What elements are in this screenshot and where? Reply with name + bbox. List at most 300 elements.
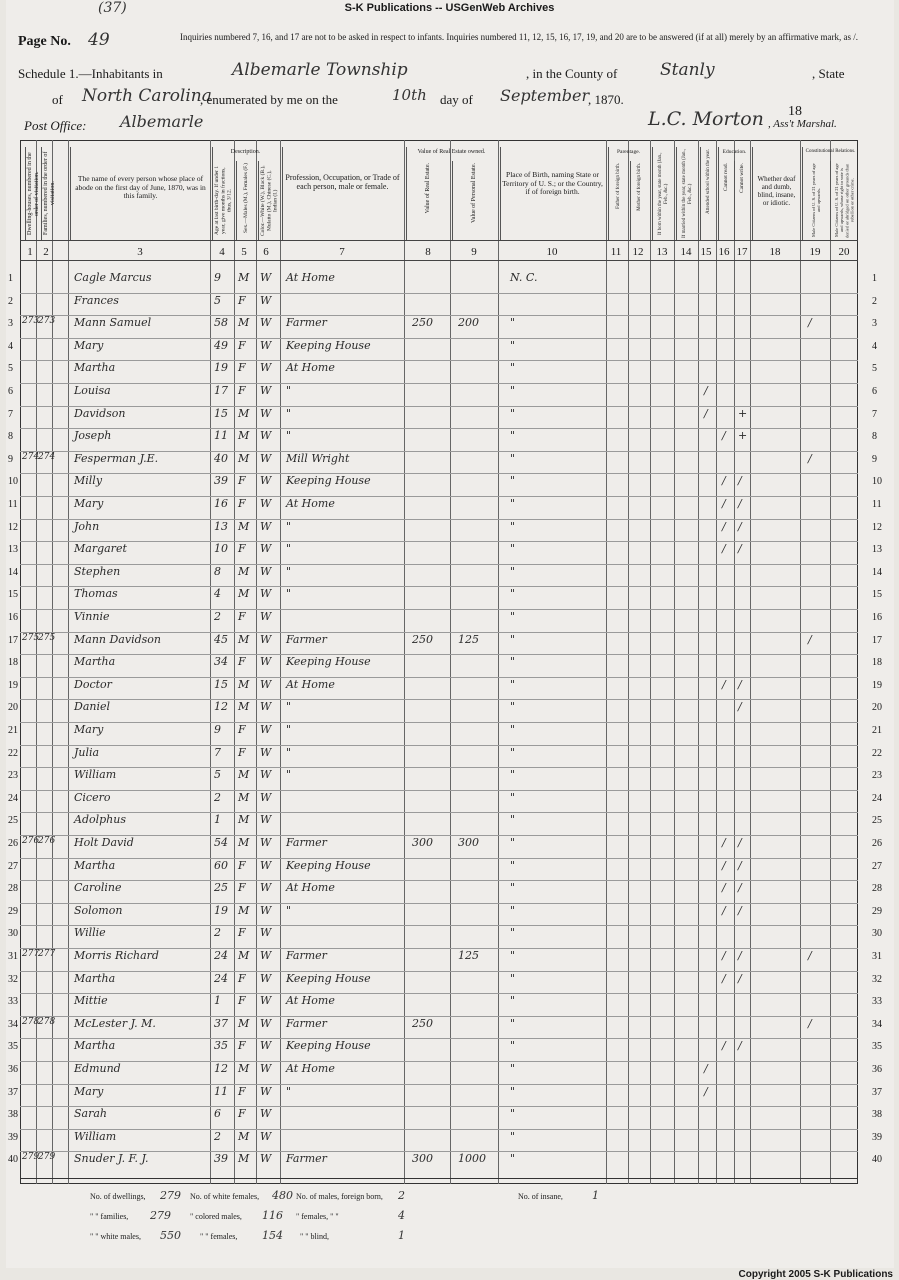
- row-number-right: 14: [872, 566, 882, 578]
- column-divider: [716, 140, 717, 1184]
- row-divider: [20, 496, 858, 497]
- person-name: Holt David: [74, 836, 134, 849]
- page-corner-number: (37): [98, 0, 127, 16]
- row-number-right: 28: [872, 883, 882, 895]
- row-number-left: 6: [8, 386, 13, 397]
- colored-females-count: 154: [262, 1229, 283, 1242]
- row-number-left: 3: [8, 318, 13, 330]
- col-married-in-year-header: If married within the year, state month (Jan., Feb., &c.): [676, 147, 698, 240]
- cannot-read-mark: /: [722, 971, 726, 985]
- occupation: Farmer: [286, 316, 327, 330]
- row-number-left: 10: [8, 476, 18, 488]
- sex: M: [238, 700, 250, 714]
- family-number: 277: [38, 949, 56, 959]
- dwelling-number: 273: [22, 316, 40, 327]
- row-number-left: 20: [8, 702, 18, 714]
- row-number-left: 31: [8, 951, 18, 962]
- row-number-right: 5: [872, 363, 877, 375]
- row-number-right: 22: [872, 747, 882, 759]
- state-label: , State: [812, 66, 845, 81]
- occupation: ": [286, 700, 292, 714]
- occupation: At Home: [286, 361, 335, 375]
- row-number-left: 26: [8, 838, 18, 849]
- row-number-left: 4: [8, 340, 13, 352]
- color: W: [260, 497, 272, 510]
- person-name: Fesperman J.E.: [74, 451, 159, 465]
- occupation: At Home: [286, 677, 335, 691]
- dwelling-number: 275: [22, 632, 40, 643]
- description-header: Description.: [212, 147, 278, 161]
- cannot-write-mark: /: [738, 542, 742, 556]
- col-color-header: Color.—White (W.), Black (B.), Mulatto (M.), Chinese (C.), Indian (I.): [258, 161, 278, 240]
- row-divider: [20, 1061, 858, 1062]
- dwelling-number: 279: [22, 1152, 40, 1163]
- color: W: [260, 1152, 272, 1166]
- person-name: Mary: [74, 1084, 104, 1098]
- row-number-right: 30: [872, 928, 882, 940]
- birthplace: ": [510, 316, 516, 330]
- row-divider: [20, 903, 858, 904]
- sex: M: [238, 587, 250, 601]
- row-number-right: 24: [872, 792, 882, 804]
- row-number-right: 9: [872, 453, 877, 465]
- age: 54: [214, 836, 228, 849]
- citizen-mark: /: [808, 316, 812, 330]
- age: 49: [214, 338, 228, 352]
- row-number-left: 5: [8, 363, 13, 375]
- males-foreign-label: No. of males, foreign born,: [296, 1192, 383, 1201]
- person-name: Caroline: [74, 881, 122, 895]
- age: 9: [214, 723, 221, 736]
- constitutional-header: Constitutional Relations.: [802, 147, 858, 161]
- sex: M: [238, 271, 250, 284]
- occupation: Mill Wright: [286, 451, 350, 465]
- column-number: 10: [546, 246, 558, 258]
- person-name: John: [74, 519, 100, 533]
- col-deaf-blind-header: Whether deaf and dumb, blind, insane, or idiotic.: [752, 147, 800, 240]
- row-number-left: 13: [8, 544, 18, 556]
- age: 19: [214, 361, 228, 375]
- row-number-right: 11: [872, 499, 882, 510]
- row-divider: [20, 428, 858, 429]
- age: 40: [214, 451, 228, 465]
- row-number-right: 12: [872, 521, 882, 533]
- color: W: [260, 338, 272, 352]
- personal-estate-value: 125: [458, 949, 479, 962]
- row-number-left: 17: [8, 634, 18, 646]
- person-name: Willie: [74, 926, 106, 940]
- person-name: Louisa: [74, 384, 111, 397]
- school-mark: /: [704, 1062, 708, 1075]
- real-estate-value: 300: [412, 1152, 433, 1166]
- row-number-left: 30: [8, 928, 18, 940]
- age: 5: [214, 293, 221, 307]
- birthplace: ": [510, 1039, 516, 1053]
- birthplace: ": [510, 610, 516, 623]
- color: W: [260, 881, 272, 895]
- cannot-write-mark: /: [738, 903, 742, 917]
- archive-banner: S-K Publications -- USGenWeb Archives: [344, 2, 555, 14]
- birthplace: ": [510, 994, 516, 1008]
- birthplace: ": [510, 836, 516, 849]
- real-estate-value: 250: [412, 1016, 433, 1030]
- color: W: [260, 384, 272, 397]
- color: W: [260, 677, 272, 691]
- occupation: Farmer: [286, 1016, 327, 1030]
- person-name: Sarah: [74, 1107, 107, 1121]
- row-number-left: 8: [8, 431, 13, 443]
- column-number: 18: [769, 246, 781, 258]
- color: W: [260, 406, 272, 420]
- age: 4: [214, 587, 221, 601]
- color: W: [260, 474, 272, 488]
- sex: M: [238, 316, 250, 330]
- real-estate-value: 300: [412, 836, 433, 849]
- age: 37: [214, 1016, 228, 1030]
- color: W: [260, 429, 272, 443]
- person-name: William: [74, 768, 117, 782]
- person-name: William: [74, 1129, 117, 1143]
- birthplace: ": [510, 632, 516, 646]
- occupation: ": [286, 564, 292, 578]
- person-name: Joseph: [74, 429, 112, 443]
- color: W: [260, 813, 272, 827]
- row-divider: [20, 790, 858, 791]
- row-number-right: 15: [872, 589, 882, 601]
- col-real-estate-header: Value of Real Estate.: [406, 161, 450, 240]
- birthplace: ": [510, 1129, 516, 1143]
- school-mark: /: [704, 1084, 708, 1098]
- value-group-header: Value of Real Estate owned.: [406, 147, 496, 161]
- cannot-read-mark: /: [722, 542, 726, 556]
- col-personal-estate-header: Value of Personal Estate.: [452, 161, 496, 240]
- row-number-left: 16: [8, 612, 18, 623]
- cannot-read-mark: /: [722, 474, 726, 488]
- sex: F: [238, 881, 246, 895]
- row-divider: [20, 925, 858, 926]
- col-family-header: Families, numbered in the order of visitation.: [41, 147, 53, 240]
- row-number-right: 4: [872, 340, 877, 352]
- citizen-mark: /: [808, 451, 812, 465]
- row-number-right: 27: [872, 860, 882, 872]
- personal-estate-value: 125: [458, 632, 479, 646]
- color: W: [260, 361, 272, 375]
- birthplace: ": [510, 429, 516, 443]
- post-office-label: Post Office:: [24, 118, 87, 133]
- row-number-right: 19: [872, 679, 882, 691]
- township-name: Albemarle Township: [232, 60, 408, 80]
- color: W: [260, 610, 272, 623]
- row-divider: [20, 677, 858, 678]
- col-occupation-header: Profession, Occupation, or Trade of each person, male or female.: [282, 147, 402, 240]
- color: W: [260, 971, 272, 985]
- row-divider: [20, 564, 858, 565]
- row-divider: [20, 835, 858, 836]
- row-divider: [20, 1038, 858, 1039]
- column-divider: [800, 140, 801, 1184]
- occupation: Keeping House: [286, 474, 371, 488]
- row-number-left: 12: [8, 521, 18, 533]
- sex: M: [238, 813, 250, 827]
- row-divider: [20, 1129, 858, 1130]
- person-name: Thomas: [74, 587, 118, 601]
- age: 15: [214, 677, 228, 691]
- occupation: Keeping House: [286, 338, 371, 352]
- occupation: Farmer: [286, 1152, 327, 1166]
- column-number: 11: [610, 246, 622, 258]
- sex: M: [238, 903, 250, 917]
- cannot-read-mark: /: [722, 1039, 726, 1053]
- blind-count: 1: [398, 1229, 405, 1242]
- cannot-read-mark: /: [722, 519, 726, 533]
- dwelling-number: 276: [22, 836, 40, 846]
- color: W: [260, 1084, 272, 1098]
- colored-males-count: 116: [262, 1209, 283, 1222]
- row-number-left: 7: [8, 408, 13, 420]
- age: 13: [214, 519, 228, 533]
- sex: F: [238, 497, 246, 510]
- person-name: Mary: [74, 338, 104, 352]
- age: 1: [214, 813, 221, 827]
- education-header: Education.: [718, 147, 750, 161]
- colored-females-label: " " females,: [200, 1232, 238, 1241]
- birthplace: ": [510, 542, 516, 556]
- column-number: 4: [219, 246, 225, 258]
- sex: F: [238, 971, 246, 985]
- sex: F: [238, 361, 246, 375]
- row-number-left: 40: [8, 1154, 18, 1166]
- row-number-left: 28: [8, 883, 18, 895]
- personal-estate-value: 300: [458, 836, 479, 849]
- sex: F: [238, 745, 246, 759]
- row-number-right: 25: [872, 815, 882, 827]
- age: 10: [214, 542, 228, 556]
- age: 19: [214, 903, 228, 917]
- age: 39: [214, 474, 228, 488]
- white-males-count: 550: [160, 1229, 181, 1242]
- column-divider: [52, 140, 53, 1184]
- cannot-write-mark: /: [738, 700, 742, 714]
- color: W: [260, 1129, 272, 1143]
- dwellings-count: 279: [160, 1189, 181, 1202]
- person-name: McLester J. M.: [74, 1016, 156, 1030]
- col-mother-foreign-header: Mother of foreign birth.: [630, 161, 648, 240]
- sex: M: [238, 564, 250, 578]
- family-number: 279: [38, 1152, 56, 1163]
- col-born-in-year-header: If born within the year, state month (Jan., Feb., &c.): [652, 147, 674, 240]
- row-divider: [20, 473, 858, 474]
- person-name: Mary: [74, 497, 104, 510]
- column-number: 13: [656, 246, 668, 258]
- birthplace: ": [510, 587, 516, 601]
- age: 17: [214, 384, 228, 397]
- birthplace: ": [510, 655, 516, 669]
- age: 8: [214, 564, 221, 578]
- column-number: 2: [43, 246, 49, 258]
- row-number-right: 38: [872, 1109, 882, 1121]
- birthplace: ": [510, 768, 516, 782]
- enumerated-label: , enumerated by me on the: [200, 92, 338, 107]
- row-number-right: 26: [872, 838, 882, 849]
- personal-estate-value: 200: [458, 316, 479, 330]
- family-number: 278: [38, 1016, 56, 1027]
- sex: M: [238, 677, 250, 691]
- birthplace: ": [510, 406, 516, 420]
- cannot-write-mark: /: [738, 971, 742, 985]
- age: 2: [214, 610, 221, 623]
- cannot-write-mark: /: [738, 881, 742, 895]
- column-divider: [450, 140, 451, 1184]
- birthplace: ": [510, 361, 516, 375]
- row-number-right: 35: [872, 1041, 882, 1053]
- occupation: ": [286, 406, 292, 420]
- row-number-left: 18: [8, 657, 18, 669]
- females-foreign-label: " females, " ": [296, 1212, 339, 1221]
- age: 5: [214, 768, 221, 782]
- row-number-left: 38: [8, 1109, 18, 1121]
- cannot-read-mark: /: [722, 881, 726, 895]
- column-divider: [606, 140, 607, 1184]
- header-divider: [20, 240, 858, 241]
- row-divider: [20, 1106, 858, 1107]
- person-name: Cicero: [74, 790, 111, 804]
- person-name: Mann Samuel: [74, 316, 152, 330]
- copyright-notice: Copyright 2005 S-K Publications: [738, 1269, 893, 1280]
- cannot-read-mark: /: [722, 836, 726, 849]
- sex: M: [238, 429, 250, 443]
- row-number-left: 11: [8, 499, 18, 510]
- row-number-right: 32: [872, 973, 882, 985]
- person-name: Cagle Marcus: [74, 271, 152, 284]
- column-divider: [36, 140, 37, 1184]
- birthplace: ": [510, 1062, 516, 1075]
- row-number-right: 6: [872, 386, 877, 397]
- person-name: Solomon: [74, 903, 123, 917]
- school-mark: /: [704, 406, 708, 420]
- birthplace: ": [510, 497, 516, 510]
- row-divider: [20, 293, 858, 294]
- person-name: Doctor: [74, 677, 112, 691]
- column-number: 19: [809, 246, 821, 258]
- age: 15: [214, 406, 228, 420]
- cannot-read-mark: /: [722, 497, 726, 510]
- cannot-write-mark: /: [738, 949, 742, 962]
- column-divider: [830, 140, 831, 1184]
- cannot-read-mark: /: [722, 429, 726, 443]
- color: W: [260, 655, 272, 669]
- sex: M: [238, 1152, 250, 1166]
- color: W: [260, 587, 272, 601]
- row-number-right: 37: [872, 1086, 882, 1098]
- row-number-right: 16: [872, 612, 882, 623]
- row-number-left: 15: [8, 589, 18, 601]
- occupation: Keeping House: [286, 1039, 371, 1053]
- row-number-right: 13: [872, 544, 882, 556]
- row-number-left: 29: [8, 905, 18, 917]
- birthplace: ": [510, 926, 516, 940]
- sex: M: [238, 768, 250, 782]
- sex: F: [238, 542, 246, 556]
- person-name: Martha: [74, 655, 116, 669]
- row-divider: [20, 858, 858, 859]
- row-number-right: 39: [872, 1131, 882, 1143]
- color: W: [260, 723, 272, 736]
- person-name: Snuder J. F. J.: [74, 1152, 149, 1166]
- sex: M: [238, 949, 250, 962]
- row-number-right: 8: [872, 431, 877, 443]
- color: W: [260, 271, 272, 284]
- county-label: , in the County of: [526, 66, 618, 81]
- row-number-left: 1: [8, 273, 13, 284]
- cannot-read-mark: /: [722, 677, 726, 691]
- birthplace: ": [510, 790, 516, 804]
- enumeration-month: September: [500, 86, 590, 105]
- age: 16: [214, 497, 228, 510]
- real-estate-value: 250: [412, 316, 433, 330]
- males-foreign-count: 2: [398, 1189, 405, 1202]
- column-divider: [698, 140, 699, 1184]
- family-number: 274: [38, 451, 56, 462]
- col-vote-denied-header: Male Citizens of U. S. of 21 years of age and upwards, whose right to vote is denied or abridged on other grounds than rebellion or other crime.: [830, 161, 858, 240]
- person-name: Daniel: [74, 700, 111, 714]
- birthplace: ": [510, 949, 516, 962]
- column-divider: [68, 140, 69, 1184]
- color: W: [260, 1062, 272, 1075]
- color: W: [260, 1107, 272, 1121]
- cannot-read-mark: /: [722, 903, 726, 917]
- county-name: Stanly: [660, 60, 715, 80]
- sex: M: [238, 1016, 250, 1030]
- age: 2: [214, 790, 221, 804]
- age: 1: [214, 994, 221, 1008]
- marshal-label: , Ass't Marshal.: [768, 118, 837, 130]
- row-divider: [20, 993, 858, 994]
- occupation: ": [286, 519, 292, 533]
- person-name: Martha: [74, 971, 116, 985]
- color: W: [260, 790, 272, 804]
- birthplace: ": [510, 384, 516, 397]
- row-divider: [20, 406, 858, 407]
- column-number: 17: [736, 246, 748, 258]
- color: W: [260, 903, 272, 917]
- birthplace: ": [510, 474, 516, 488]
- person-name: Milly: [74, 474, 103, 488]
- age: 12: [214, 1062, 228, 1075]
- color: W: [260, 926, 272, 940]
- white-males-label: " " white males,: [90, 1232, 141, 1241]
- row-divider: [20, 1084, 858, 1085]
- colored-males-label: " colored males,: [190, 1212, 242, 1221]
- color: W: [260, 745, 272, 759]
- col-name-header: The name of every person whose place of abode on the first day of June, 1870, was in this family.: [70, 147, 210, 240]
- sex: M: [238, 632, 250, 646]
- column-divider: [734, 140, 735, 1184]
- column-number: 16: [718, 246, 730, 258]
- age: 60: [214, 858, 228, 872]
- col-age-header: Age at last birth-day. If under 1 year, give months in fractions, thus, 3/12.: [212, 161, 234, 240]
- age: 12: [214, 700, 228, 714]
- column-number: 14: [680, 246, 692, 258]
- birthplace: ": [510, 338, 516, 352]
- citizen-mark: /: [808, 632, 812, 646]
- column-number: 8: [425, 246, 431, 258]
- personal-estate-value: 1000: [458, 1152, 486, 1166]
- birthplace: ": [510, 1107, 516, 1121]
- person-name: Mary: [74, 723, 104, 736]
- females-foreign-count: 4: [398, 1209, 405, 1222]
- color: W: [260, 700, 272, 714]
- birthplace: ": [510, 1152, 516, 1166]
